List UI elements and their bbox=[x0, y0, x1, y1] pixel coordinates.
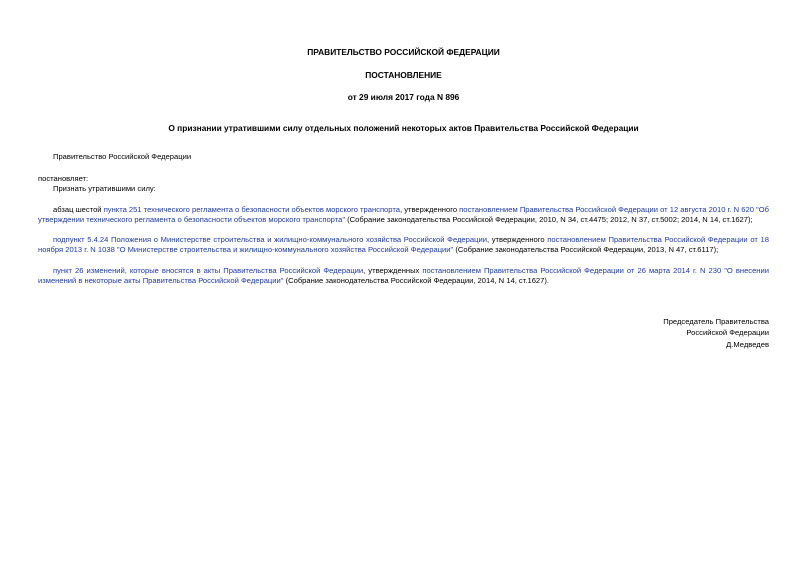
item-3-text bbox=[38, 266, 769, 287]
item-2-link-resolution[interactable]: постановлением Правительства Российской Федерации от 18 ноября 2013 г. N 1038 "О Министерстве строительства и жилищно-коммунального хозяйства Российской Федерации" bbox=[38, 235, 769, 255]
document-org: ПРАВИТЕЛЬСТВО РОССИЙСКОЙ ФЕДЕРАЦИИ bbox=[307, 47, 500, 57]
item-3-link-resolution[interactable]: постановлением Правительства Российской Федерации от 26 марта 2014 г. N 230 "О внесении изменений в некоторые акты Правительства Российской Федерации" bbox=[38, 266, 769, 286]
item-3-link-provision[interactable]: пункт 26 изменений, которые вносятся в акты Правительства Российской Федерации bbox=[53, 266, 364, 275]
intro-line-2: постановляет: bbox=[38, 174, 89, 183]
document-title: О признании утратившими силу отдельных положений некоторых актов Правительства Российской Федерации bbox=[168, 123, 639, 133]
document-type: ПОСТАНОВЛЕНИЕ bbox=[365, 70, 442, 80]
item-1-link-provision[interactable]: пункта 251 технического регламента о безопасности объектов морского транспорта bbox=[103, 205, 400, 214]
item-3-post: (Собрание законодательства Российской Федерации, 2014, N 14, ст.1627). bbox=[283, 276, 549, 286]
intro-line-2-wrap bbox=[38, 174, 769, 184]
item-1-mid: , утвержденного bbox=[399, 205, 460, 214]
intro-line-1-wrap bbox=[38, 152, 769, 162]
item-3 bbox=[38, 266, 769, 287]
signature-line-2: Российской Федерации bbox=[686, 328, 769, 338]
signature-line-1: Председатель Правительства bbox=[663, 317, 769, 326]
item-1-post: (Собрание законодательства Российской Федерации, 2010, N 34, ст.4475; 2012, N 37, ст.5002; 2014, N 14, ст.1627); bbox=[345, 215, 753, 225]
item-2 bbox=[38, 235, 769, 256]
intro-line-3-wrap bbox=[38, 184, 769, 194]
intro-line-3: Признать утратившими силу: bbox=[53, 184, 156, 193]
item-1-link-resolution[interactable]: постановлением Правительства Российской Федерации от 12 августа 2010 г. N 620 "Об утверждении технического регламента о безопасности объектов морского транспорта" bbox=[38, 205, 770, 225]
item-2-mid: , утвержденного bbox=[486, 235, 548, 244]
item-2-text bbox=[38, 235, 769, 256]
intro-line-1: Правительство Российской Федерации bbox=[53, 152, 192, 161]
item-2-post: (Собрание законодательства Российской Федерации, 2013, N 47, ст.6117); bbox=[453, 245, 719, 255]
item-2-link-provision[interactable]: подпункт 5.4.24 Положения о Министерстве строительства и жилищно-коммунального хозяйства Российской Федерации bbox=[53, 235, 487, 244]
item-1-text bbox=[38, 205, 769, 226]
signature-line-3: Д.Медведев bbox=[726, 339, 769, 349]
document-date-number: от 29 июля 2017 года N 896 bbox=[347, 92, 460, 102]
item-3-mid: , утвержденных bbox=[363, 266, 423, 275]
item-1 bbox=[38, 205, 769, 226]
signature-block bbox=[663, 316, 769, 350]
item-1-pre: абзац шестой bbox=[53, 205, 104, 214]
